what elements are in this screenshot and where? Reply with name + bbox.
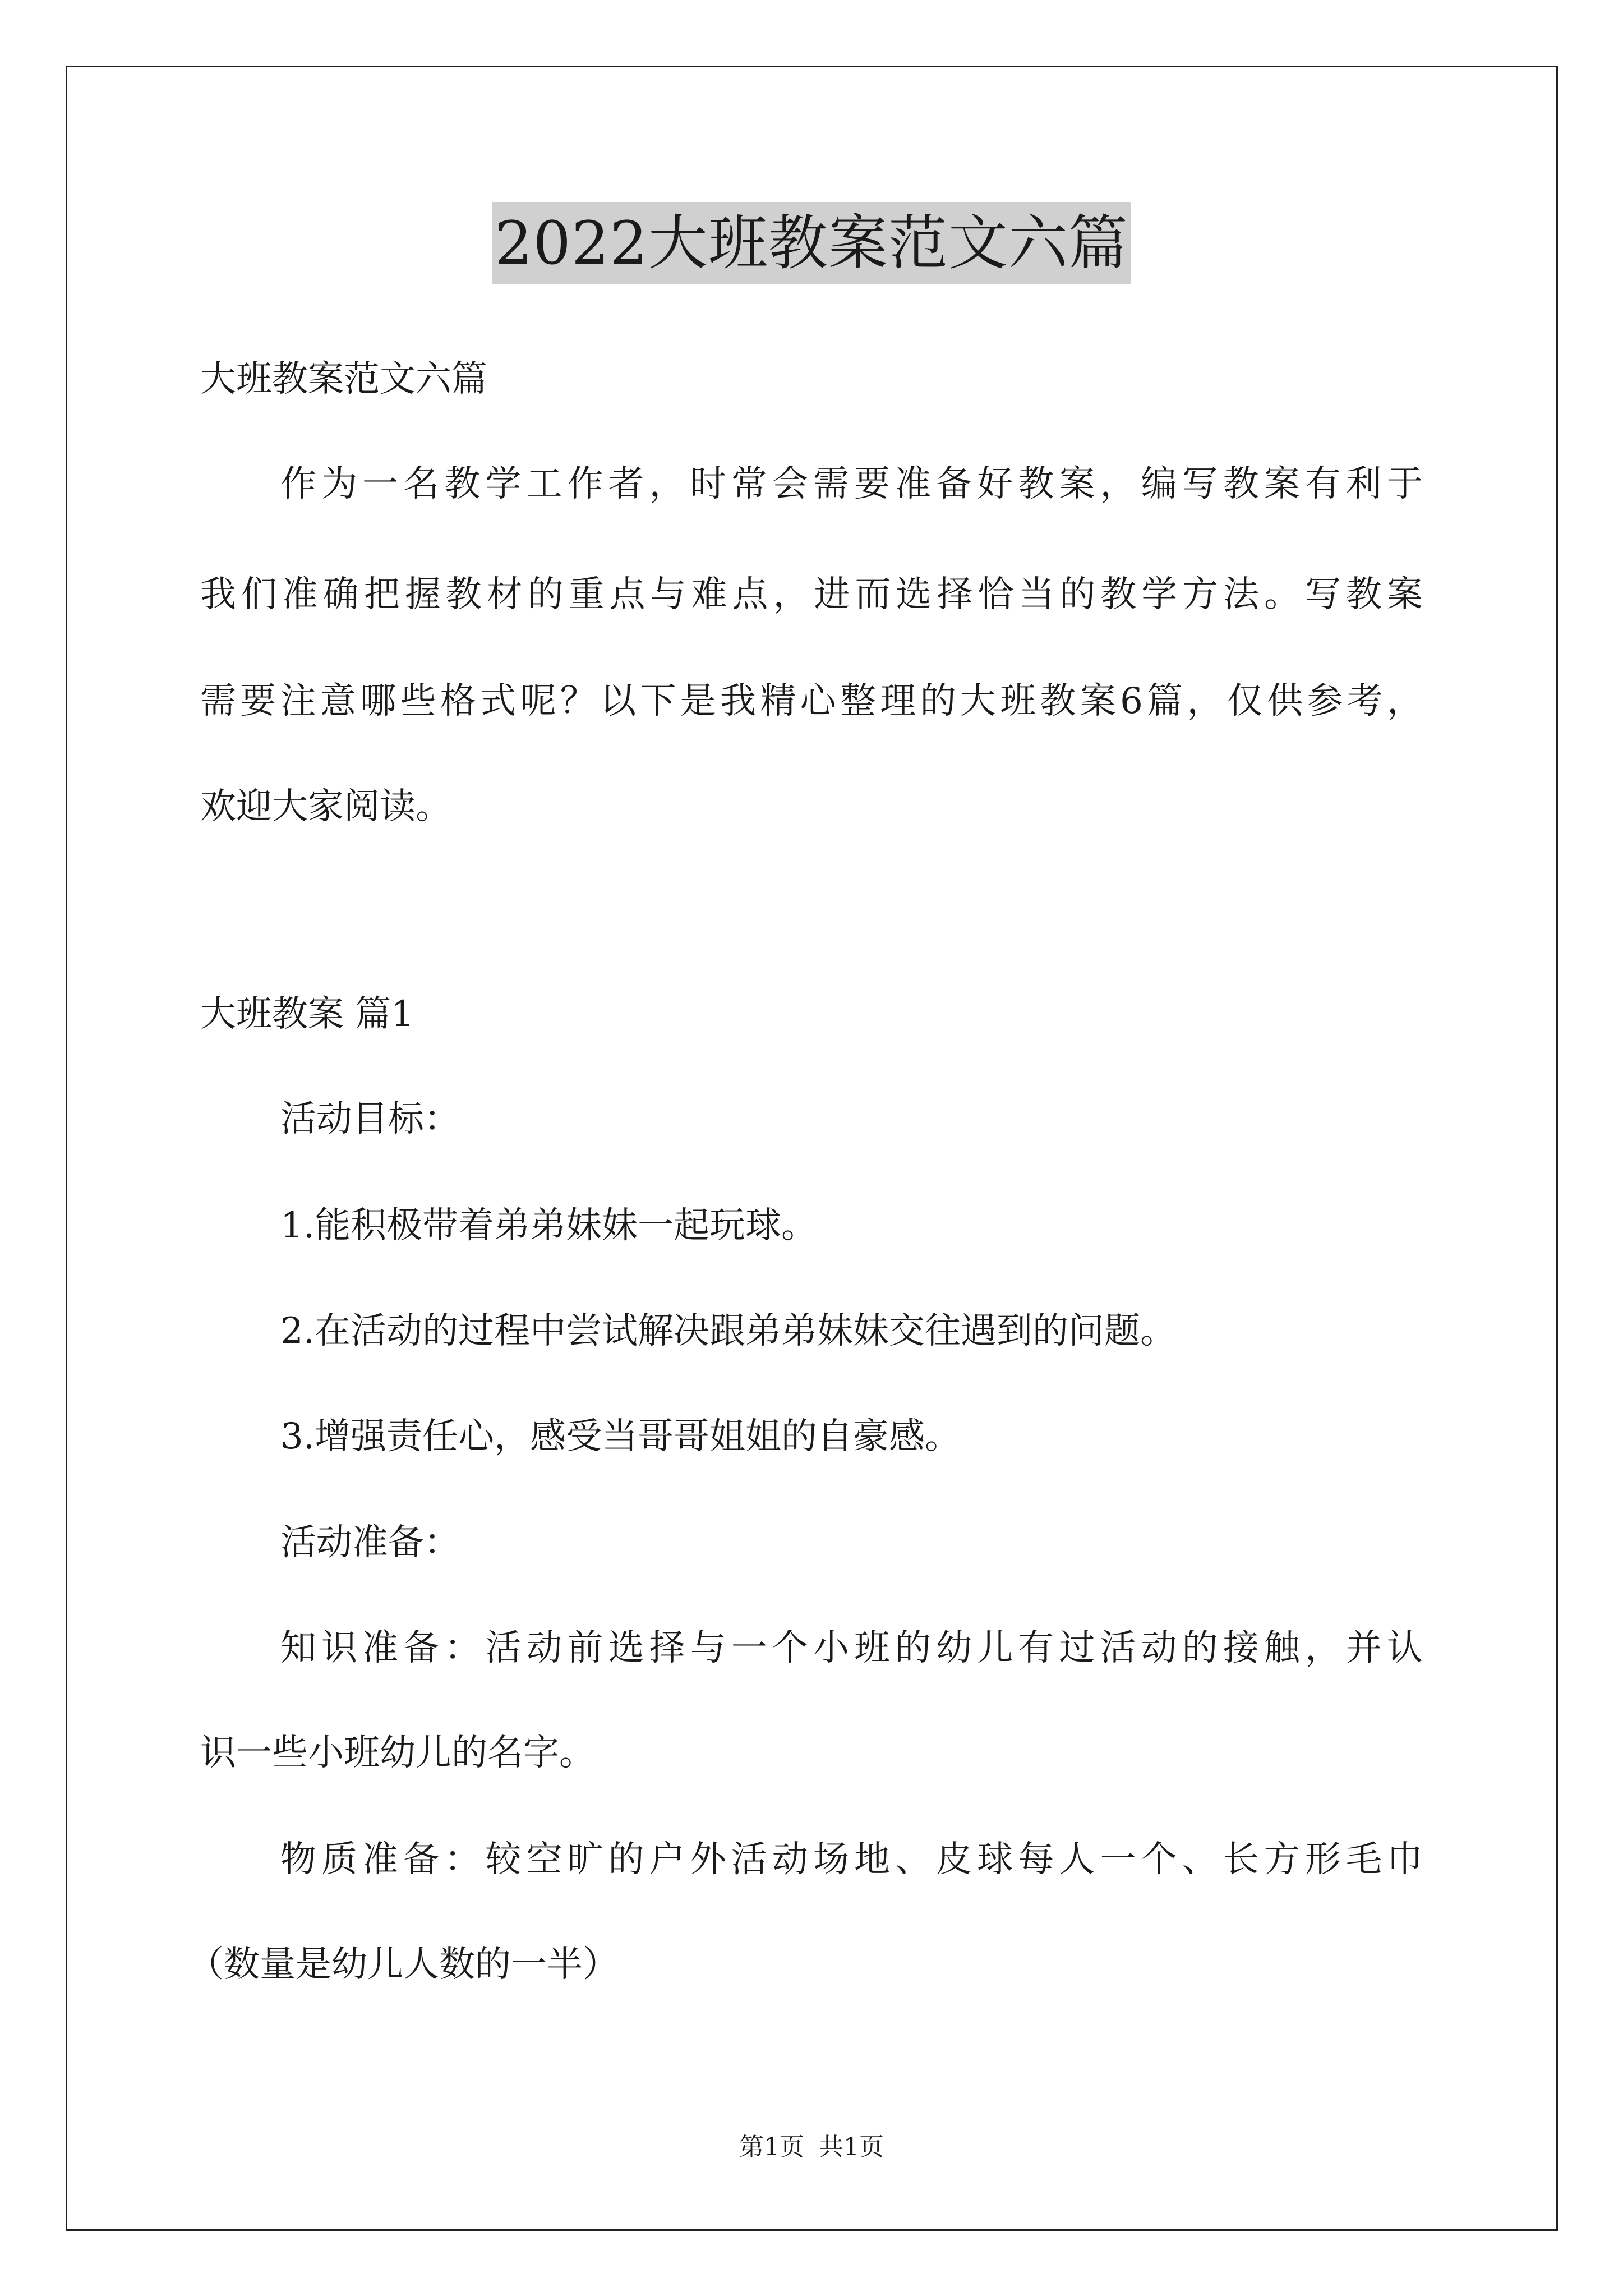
material-prep-line-2: （数量是幼儿人数的一半） [188, 1944, 619, 1985]
page-footer [0, 2132, 1623, 2163]
intro-line-3: 需要注意哪些格式呢？以下是我精心整理的大班教案6篇，仅供参考， [200, 680, 1423, 722]
material-prep-line-1: 物质准备：较空旷的户外活动场地、皮球每人一个、长方形毛巾 [280, 1839, 1423, 1880]
goal-item-1: 1.能积极带着弟弟妹妹一起玩球。 [280, 1205, 818, 1246]
knowledge-prep-line-2: 识一些小班幼儿的名字。 [200, 1732, 595, 1774]
goal-item-3: 3.增强责任心，感受当哥哥姐姐的自豪感。 [280, 1416, 961, 1457]
document-title: 2022大班教案范文六篇 [492, 202, 1131, 284]
goals-label: 活动目标： [280, 1098, 460, 1140]
prep-label: 活动准备： [280, 1522, 460, 1563]
intro-line-2: 我们准确把握教材的重点与难点，进而选择恰当的教学方法。写教案 [200, 574, 1423, 615]
knowledge-prep-line-1: 知识准备：活动前选择与一个小班的幼儿有过活动的接触，并认 [280, 1627, 1423, 1669]
document-subtitle: 大班教案范文六篇 [200, 358, 487, 400]
goal-item-2: 2.在活动的过程中尝试解决跟弟弟妹妹交往遇到的问题。 [280, 1310, 1177, 1352]
section-heading: 大班教案 篇1 [200, 993, 414, 1035]
page-total: 共1页 [819, 2133, 884, 2161]
intro-line-1: 作为一名教学工作者，时常会需要准备好教案，编写教案有利于 [280, 463, 1423, 505]
title-container [0, 202, 1623, 284]
page-current: 第1页 [739, 2133, 804, 2161]
intro-line-4: 欢迎大家阅读。 [200, 786, 451, 827]
